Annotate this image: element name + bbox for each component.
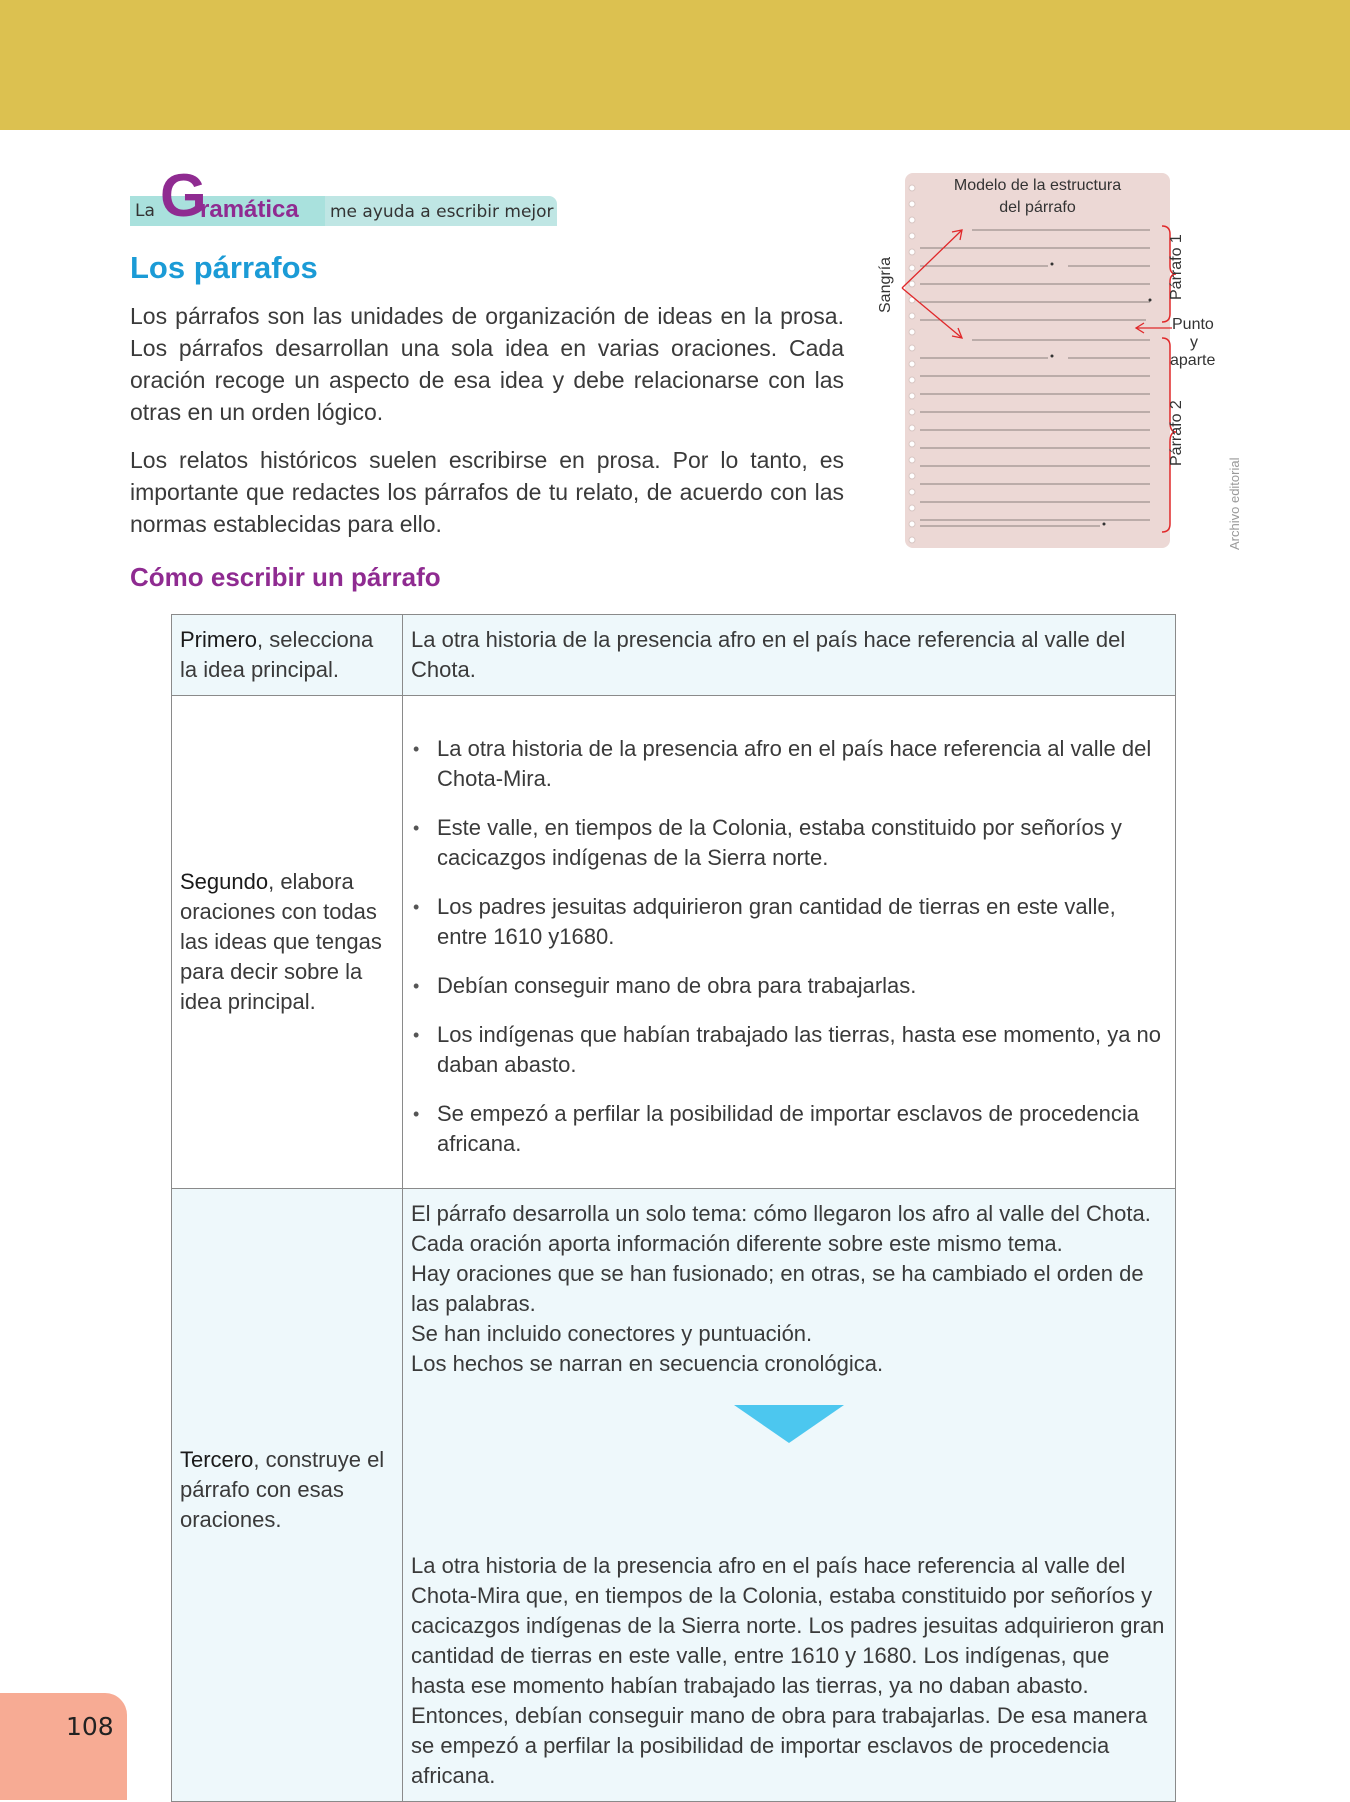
image-credit: Archivo editorial <box>1227 457 1242 550</box>
step-content-cell <box>403 615 1176 696</box>
step-label-cell <box>172 1189 403 1802</box>
list-item: • Este valle, en tiempos de la Colonia, estaba constituido por señoríos y cacicazgos indígenas de la Sierra norte. <box>411 813 1167 873</box>
badge-subtitle: me ayuda a escribir mejor <box>330 202 554 222</box>
spiral-holes <box>909 185 915 543</box>
list-item: • Los indígenas que habían trabajado las tierras, hasta ese momento, ya no daban abasto. <box>411 1020 1167 1080</box>
down-arrow-icon <box>734 1405 844 1443</box>
intro-paragraph-2: Los relatos históricos suelen escribirse en prosa. Por lo tanto, es importante que redactes los párrafos de tu relato, de acuerdo con las normas establecidas para ello. <box>130 447 844 537</box>
final-paragraph: La otra historia de la presencia afro en el país hace referencia al valle del Chota-Mira que, en tiempos de la Colonia, estaba constituido por señoríos y cacicazgos indígenas de la Sierra norte. Los padres jesuitas adquirieron gran cantidad de tierras en este valle, entre 1610 y 1680. Los indígenas, que hasta ese momento habían trabajado las tierras, ya no daban abasto. Entonces, debían conseguir mano de obra para trabajarlas. De esa manera se empezó a perfilar la posibilidad de importar esclavos de procedencia africana. <box>411 1553 1165 1788</box>
table-row <box>172 696 1176 1189</box>
diagram-title <box>905 175 1170 219</box>
intro-paragraph-1: Los párrafos son las unidades de organización de ideas en la prosa. Los párrafos desarrollan una sola idea en varias oraciones. Cada oración recoge un aspecto de esa idea y debe relacionarse con las otras en un orden lógico. <box>130 303 844 425</box>
punto-arrow <box>1136 323 1172 333</box>
list-item: • Se empezó a perfilar la posibilidad de importar esclavos de procedencia africana. <box>411 1099 1167 1159</box>
parrafo1-label: Párrafo 1 <box>1168 234 1185 300</box>
section-badge <box>130 162 557 229</box>
page-number: 108 <box>66 1712 114 1741</box>
steps-table <box>171 614 1176 1802</box>
page-title: Los párrafos <box>130 250 318 285</box>
step-content-cell <box>403 696 1176 1189</box>
list-item: • Los padres jesuitas adquirieron gran cantidad de tierras en este valle, entre 1610 y1680. <box>411 892 1167 952</box>
parrafo2-label: Párrafo 2 <box>1168 400 1185 466</box>
list-item: • Debían conseguir mano de obra para trabajarlas. <box>411 971 1167 1001</box>
top-color-band <box>0 0 1350 130</box>
note-line: Hay oraciones que se han fusionado; en otras, se ha cambiado el orden de las palabras. <box>411 1261 1144 1316</box>
note-line: Los hechos se narran en secuencia cronológica. <box>411 1351 884 1376</box>
list-item: • La otra historia de la presencia afro en el país hace referencia al valle del Chota-Mira. <box>411 734 1167 794</box>
sentence-list <box>411 734 1167 1159</box>
badge-g-letter: G <box>160 162 207 229</box>
y-label: y <box>1190 334 1198 351</box>
note-line: Cada oración aporta información diferente sobre este mismo tema. <box>411 1231 1063 1256</box>
main-idea-text: La otra historia de la presencia afro en el país hace referencia al valle del Chota. <box>411 627 1126 682</box>
note-line: El párrafo desarrolla un solo tema: cómo llegaron los afro al valle del Chota. <box>411 1201 1151 1226</box>
step-label-rest: , elabora oraciones con todas las ideas que tengas para decir sobre la idea principal. <box>180 869 382 1014</box>
step-label-rest: , construye el párrafo con esas oraciones. <box>180 1447 385 1532</box>
step-label-cell <box>172 696 403 1189</box>
step-label-rest: , selecciona la idea principal. <box>180 627 374 682</box>
note-line: Se han incluido conectores y puntuación. <box>411 1321 813 1346</box>
step-label-cell <box>172 615 403 696</box>
step-label-bold: Tercero <box>180 1447 254 1472</box>
aparte-label: aparte <box>1170 352 1216 369</box>
construction-notes <box>411 1199 1167 1379</box>
badge-gramatica: ramática <box>200 196 299 223</box>
page-number-tab <box>0 1693 127 1800</box>
diagram-title-line1: Modelo de la estructura <box>953 177 1122 194</box>
punto-label: Punto <box>1172 316 1214 333</box>
sangria-label: Sangría <box>877 256 894 313</box>
step-label-bold: Primero <box>180 627 258 652</box>
table-row <box>172 615 1176 696</box>
section-subtitle: Cómo escribir un párrafo <box>130 562 441 592</box>
diagram-title-line2: del párrafo <box>999 199 1076 216</box>
badge-la: La <box>135 201 155 221</box>
paragraph-structure-diagram <box>877 170 1250 555</box>
step-label-bold: Segundo <box>180 869 269 894</box>
table-row <box>172 1189 1176 1802</box>
step-content-cell <box>403 1189 1176 1802</box>
